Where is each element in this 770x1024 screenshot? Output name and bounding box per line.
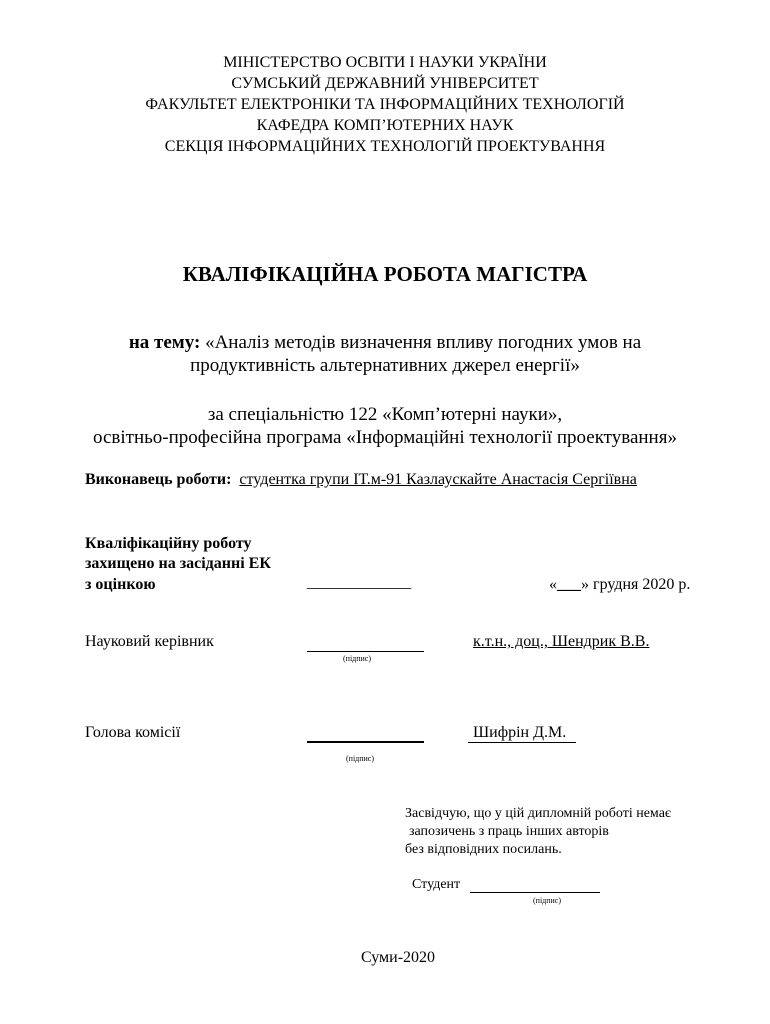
- defense-line-1: Кваліфікаційну роботу: [85, 535, 252, 552]
- executor-label: Виконавець роботи:: [85, 471, 232, 488]
- commission-head-name: Шифрін Д.М.: [473, 724, 567, 741]
- ministry-line: МІНІСТЕРСТВО ОСВІТИ І НАУКИ УКРАЇНИ: [223, 54, 547, 71]
- section-line: СЕКЦІЯ ІНФОРМАЦІЙНИХ ТЕХНОЛОГІЙ ПРОЕКТУВАННЯ: [164, 138, 606, 155]
- declaration-line-3: без відповідних посилань.: [405, 842, 562, 857]
- grade-blank: _____________: [307, 574, 411, 591]
- day-blank: ___: [557, 576, 581, 593]
- document-title: КВАЛІФІКАЦІЙНА РОБОТА МАГІСТРА: [182, 262, 588, 286]
- commission-signature-line: [307, 741, 424, 743]
- student-signature-caption: (підпис): [533, 896, 562, 905]
- declaration-line-2: запозичень з праць інших авторів: [409, 824, 609, 839]
- defense-line-3: з оцінкою: [85, 576, 156, 593]
- topic-line-1: [0, 331, 770, 354]
- university-line: СУМСЬКИЙ ДЕРЖАВНИЙ УНІВЕРСИТЕТ: [231, 75, 539, 92]
- student-label: Студент: [412, 877, 461, 892]
- faculty-line: ФАКУЛЬТЕТ ЕЛЕКТРОНІКИ ТА ІНФОРМАЦІЙНИХ ТЕХНОЛОГІЙ: [145, 96, 625, 113]
- supervisor-label: Науковий керівник: [85, 633, 214, 650]
- city-year: Суми-2020: [360, 949, 436, 966]
- commission-head-label: Голова комісії: [85, 724, 181, 741]
- specialty-line-2: освітньо-професійна програма «Інформаційні технології проектування»: [93, 427, 677, 448]
- commission-name-underline: [468, 742, 576, 743]
- declaration-line-1: Засвідчую, що у цій дипломній роботі немає: [405, 806, 671, 821]
- topic-line-2: продуктивність альтернативних джерел енергії»: [190, 355, 580, 376]
- student-signature-line: [470, 892, 600, 893]
- supervisor-signature-line: [307, 651, 424, 652]
- commission-signature-caption: (підпис): [346, 754, 375, 763]
- executor-value: студентка групи ІТ.м-91 Казлаускайте Анастасія Сергіївна: [239, 471, 637, 488]
- topic-label: на тему:: [128, 332, 201, 353]
- defense-date: «___» грудня 2020 р.: [549, 576, 691, 593]
- supervisor-name: к.т.н., доц., Шендрик В.В.: [473, 633, 650, 650]
- supervisor-signature-caption: (підпис): [343, 654, 372, 663]
- executor-line: [85, 471, 637, 489]
- department-line: КАФЕДРА КОМП’ЮТЕРНИХ НАУК: [256, 117, 514, 134]
- specialty-line-1: за спеціальністю 122 «Комп’ютерні науки»,: [207, 404, 563, 425]
- defense-line-2: захищено на засіданні ЕК: [85, 555, 271, 572]
- topic-text-1: «Аналіз методів визначення впливу погодних умов на: [205, 332, 642, 353]
